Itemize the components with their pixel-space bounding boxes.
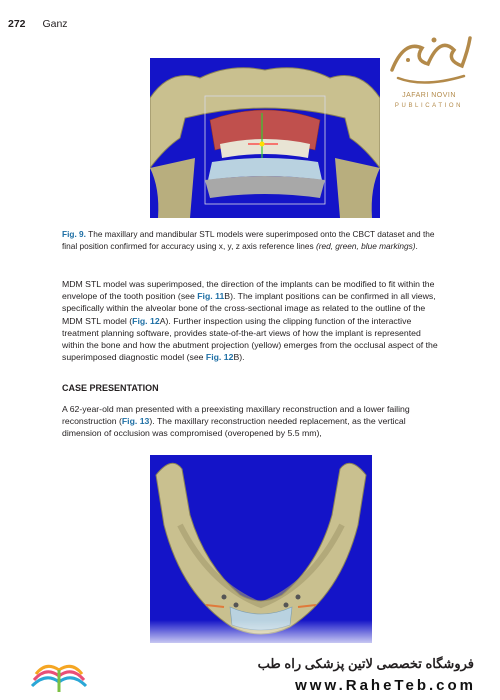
paragraph-2-text-2: ). The maxillary reconstruction needed replacement, as the vertical dimension of occlusion was compromised (overopened by 5.5 mm), — [62, 416, 406, 439]
page-header — [8, 18, 68, 30]
figure-reference[interactable]: Fig. 13 — [121, 416, 150, 427]
publisher-watermark — [384, 30, 474, 120]
figure-label: Fig. 9. — [62, 229, 86, 239]
running-head: Ganz — [42, 18, 68, 30]
figure-reference[interactable]: Fig. 12 — [205, 352, 234, 363]
figure-13-image — [150, 455, 372, 643]
shop-name: فروشگاه تخصصی لاتین پزشکی راه طب — [257, 656, 474, 671]
paragraph-1-text-1: MDM STL model was superimposed, the direction of the implants can be modified to fit within the envelope of the tooth position (see — [62, 279, 435, 302]
website-url[interactable]: www.RaheTeb.com — [295, 677, 476, 694]
section-heading: CASE PRESENTATION — [62, 383, 159, 393]
footer-banner — [0, 650, 500, 700]
paragraph-1-text-2: B). The implant positions can be confirmed in all views, specifically within the alveolar bone of the cross-sectional image as related to the outline of the MDM STL model ( — [62, 291, 436, 326]
open-book-logo-icon — [28, 658, 90, 696]
watermark-line2: PUBLICATION — [394, 103, 464, 109]
caption-italic: (red, green, blue markings) — [315, 241, 416, 251]
paragraph-1-text-4: B). — [233, 352, 245, 363]
paragraph-2-text-1: A 62-year-old man presented with a preexisting maxillary reconstruction and a lower failing reconstruction ( — [62, 404, 410, 427]
figure-9-image — [150, 58, 380, 218]
paragraph-2 — [62, 403, 440, 440]
footer-fade — [0, 620, 500, 650]
calligraphy-logo-icon — [384, 30, 474, 92]
paragraph-1-text-3: A). Further inspection using the clipping function of the interactive treatment planning software, provides state-of-the-art views of how the implant is represented within the bone and how the abutment projection (yellow) emerges from the occlusal aspect of the superimposed diagnostic model (see — [62, 315, 438, 363]
figure-9-caption — [62, 228, 440, 252]
figure-reference[interactable]: Fig. 11 — [197, 291, 225, 302]
page-number: 272 — [8, 18, 26, 30]
caption-end: . — [415, 241, 418, 251]
figure-reference[interactable]: Fig. 12 — [132, 315, 160, 326]
caption-text: The maxillary and mandibular STL models were superimposed onto the CBCT dataset and the final position confirmed for accuracy using x, y, z axis reference lines — [62, 229, 435, 251]
paragraph-1 — [62, 278, 440, 363]
watermark-line1: JAFARI NOVIN — [402, 92, 456, 99]
